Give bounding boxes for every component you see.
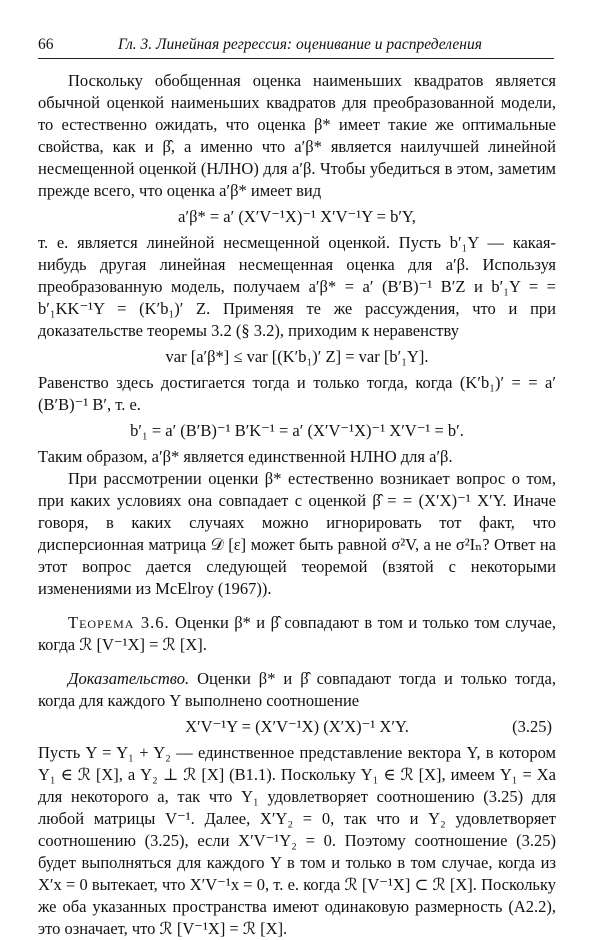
paragraph-question: При рассмотрении оценки β* естественно возникает вопрос о том, при каких условиях она совпадает с оценкой β̂ = = (X′X)⁻¹ X′Y. Иначе говоря, в каких случаях можно игнорировать тот факт, что дисперсионная матрица 𝒟 [ε] может быть равной σ²V, а не σ²Iₙ? Ответ на этот вопрос дается следующей теоремой (взятой с некоторыми изменениями из McElroy (1967)). bbox=[38, 469, 556, 598]
equation-variance-inequality: var [a′β*] ≤ var [(K′b₁)′ Z] = var [b′₁Y]. bbox=[165, 347, 429, 366]
proof bbox=[38, 668, 556, 712]
equation-b1: b′₁ = a′ (B′B)⁻¹ B′K⁻¹ = a′ (X′V⁻¹X)⁻¹ X′V⁻¹ = b′. bbox=[130, 421, 464, 440]
page-number: 66 bbox=[38, 36, 54, 53]
paragraph-gls-intro: Поскольку обобщенная оценка наименьших квадратов является обычной оценкой наименьших квадратов для преобразованной модели, то естественно ожидать, что оценка β* имеет такие же оптимальные свойства, как и β̂, а именно что a′β* является наилучшей линейной несмещенной оценкой (НЛНО) для a′β. Чтобы убедиться в этом, заметим прежде всего, что оценка a′β* имеет вид bbox=[38, 71, 556, 200]
equation-3-25 bbox=[38, 716, 556, 738]
proof-label: Доказательство. bbox=[68, 669, 190, 688]
paragraph-conclusion: Таким образом, a′β* является единственной НЛНО для a′β. bbox=[38, 447, 453, 466]
proof-text: Оценки β* и β̂ совпадают тогда и только тогда, когда для каждого Y выполнено соотношение bbox=[38, 669, 557, 710]
equation-number: (3.25) bbox=[512, 717, 552, 736]
theorem-label: Теорема 3.6. bbox=[68, 613, 170, 632]
paragraph-unbiased: т. е. является линейной несмещенной оценкой. Пусть b′₁Y — какая-нибудь другая линейная несмещенная оценка для a′β. Используя преобразованную модель, получаем a′β* = a′ (B′B)⁻¹ B′Z и b′₁Y = = b′₁KK⁻¹Y = (K′b₁)′ Z. Применяя те же рассуждения, что и при доказательстве теоремы 3.2 (§ 3.2), приходим к неравенству bbox=[38, 233, 556, 340]
running-title: Гл. 3. Линейная регрессия: оценивание и распределения bbox=[118, 36, 482, 53]
page-body bbox=[38, 70, 556, 940]
page-header bbox=[38, 36, 554, 59]
equation-a-beta-star: a′β* = a′ (X′V⁻¹X)⁻¹ X′V⁻¹Y = b′Y, bbox=[178, 207, 416, 226]
theorem-text: Оценки β* и β̂ совпадают в том и только том случае, когда ℛ [V⁻¹X] = ℛ [X]. bbox=[38, 613, 557, 654]
paragraph-equality: Равенство здесь достигается тогда и только тогда, когда (K′b₁)′ = = a′ (B′B)⁻¹ B′, т. е. bbox=[38, 373, 556, 414]
theorem-3-6 bbox=[38, 612, 556, 656]
equation-3-25-body: X′V⁻¹Y = (X′V⁻¹X) (X′X)⁻¹ X′Y. bbox=[185, 717, 409, 736]
paragraph-proof-body: Пусть Y = Y₁ + Y₂ — единственное представление вектора Y, в котором Y₁ ∈ ℛ [X], а Y₂ ⊥ ℛ [X] (B1.1). Поскольку Y₁ ∈ ℛ [X], имеем Y₁ = Xa для некоторого a, так что Y₁ удовлетворяет соотношению (3.25) для любой матрицы V⁻¹. Далее, X′Y₂ = 0, так что и Y₂ удовлетворяет соотношению (3.25), если X′V⁻¹Y₂ = 0. Поэтому соотношение (3.25) будет выполняться для каждого Y в том и только в том случае, когда из X′x = 0 вытекает, что X′V⁻¹x = 0, т. е. когда ℛ [V⁻¹X] ⊂ ℛ [X]. Поскольку же оба указанных пространства имеют одинаковую размерность (A2.2), это означает, что ℛ [V⁻¹X] = ℛ [X]. bbox=[38, 743, 556, 938]
